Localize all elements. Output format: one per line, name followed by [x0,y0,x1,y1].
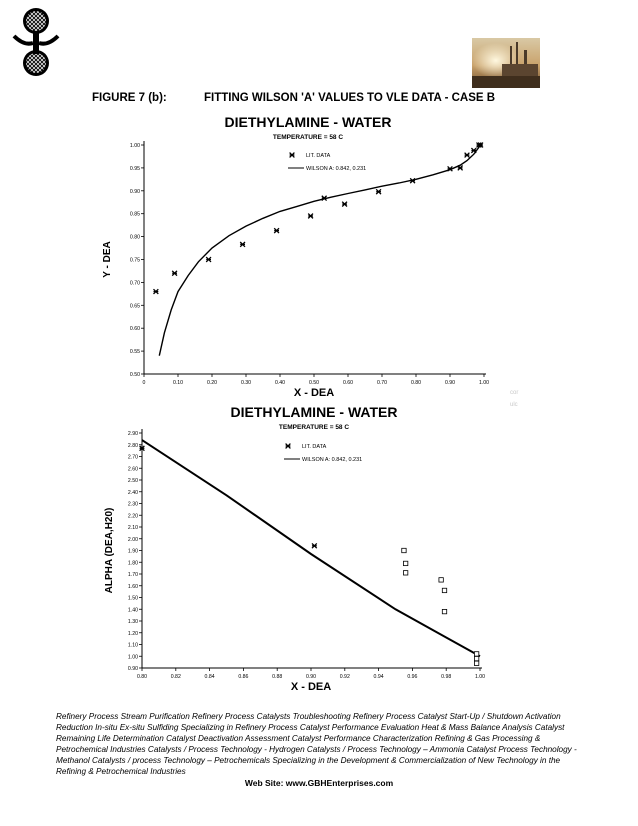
x-tick-label: 0.96 [407,674,418,680]
wilson-fit-line [159,145,480,356]
refinery-photo [472,38,540,88]
x-tick-label: 0.70 [376,380,388,386]
y-axis-label: ALPHA (DEA,H20) [104,507,115,594]
data-point [154,289,159,294]
x-tick-label: 0.90 [305,674,317,680]
y-tick-label: 0.90 [129,188,140,195]
legend-lit-data-marker [290,153,295,158]
data-point [410,178,415,183]
data-point [465,153,470,158]
x-tick-label: 0.20 [206,380,218,386]
y-tick-label: 0.55 [129,349,140,356]
open-square-point [474,652,478,656]
footer-services-text: Refinery Process Stream Purification Refinery Process Catalysts Troubleshooting Refinery Process Catalyst Start-Up / Shutdown Activation Reduction In-situ Ex-situ Sulfiding Specializing in Refinery Process Catalyst Performance Evaluation Heat & Mass Balance Analysis Catalyst Remaining Life Determination Catalyst Deactivation Assessment Catalyst Performance Characterization Refining & Gas Processing & Petrochemical Industries Catalysts / Process Technology - Hydrogen Catalysts / Process Technology – Ammonia Catalyst Process Technology - Methanol Catalysts / process Technology – Petrochemicals Specializing in the Development & Commercialization of New Technology in the Refining & Petrochemical Industries [56,712,577,776]
data-point [322,196,327,201]
open-square-point [403,561,407,565]
data-point [274,228,279,233]
stray-mark: ulc [510,402,518,408]
figure-caption: FITTING WILSON 'A' VALUES TO VLE DATA - CASE B [204,92,496,104]
alpha-chart [96,402,516,699]
x-tick-label: 1.00 [474,674,486,680]
y-tick-label: 2.00 [127,536,138,543]
x-tick-label: 0.40 [274,380,286,386]
data-point [206,257,211,262]
legend-wilson-label: WILSON A: 0.842, 0.231 [302,457,363,463]
y-tick-label: 0.80 [129,234,140,241]
x-tick-label: 0.94 [373,674,384,680]
open-square-point [442,588,446,592]
y-axis-label: Y - DEA [102,241,113,278]
x-tick-label: 0 [142,380,146,386]
x-tick-label: 0.50 [308,380,320,386]
y-tick-label: 1.10 [127,642,138,649]
chart-title: DIETHYLAMINE - WATER [230,404,398,420]
open-square-point [439,578,443,582]
x-tick-label: 0.80 [410,380,422,386]
data-point [448,166,453,171]
x-axis-label: X - DEA [293,387,335,399]
y-tick-label: 2.20 [127,513,138,520]
x-tick-label: 0.98 [441,674,452,680]
x-tick-label: 0.90 [444,380,456,386]
legend-lit-data-label: LIT. DATA [302,444,327,450]
website-link[interactable]: Web Site: www.GBHEnterprises.com [244,778,394,788]
y-tick-label: 0.90 [127,666,138,672]
data-point [240,242,245,247]
chart-subtitle: TEMPERATURE = 58 C [278,424,350,431]
y-tick-label: 2.80 [127,442,138,449]
y-tick-label: 0.65 [129,303,140,310]
data-point [458,166,463,171]
y-tick-label: 1.50 [127,595,138,602]
gbh-logo-icon [12,6,60,78]
x-tick-label: 0.84 [204,674,215,680]
x-tick-label: 0.92 [339,674,350,680]
data-point [471,148,476,153]
x-axis-label: X - DEA [290,681,332,693]
open-square-point [442,609,446,613]
legend-lit-data-label: LIT. DATA [306,153,331,159]
y-tick-label: 0.85 [129,211,140,218]
data-point [376,189,381,194]
y-tick-label: 1.00 [127,654,138,661]
y-tick-label: 2.60 [127,466,138,473]
y-tick-label: 1.90 [127,548,138,555]
wilson-fit-line [142,440,480,656]
legend-lit-data-marker [286,444,291,449]
figure-number: FIGURE 7 (b): [92,92,167,104]
x-tick-label: 0.88 [272,674,283,680]
open-square-point [403,571,407,575]
chart-title: DIETHYLAMINE - WATER [224,114,392,130]
y-tick-label: 2.10 [127,525,138,531]
x-tick-label: 0.10 [172,380,184,386]
open-square-point [474,656,478,660]
open-square-point [474,661,478,665]
y-tick-label: 0.50 [129,372,140,378]
y-tick-label: 2.90 [127,431,138,437]
x-tick-label: 0.86 [238,674,249,680]
y-tick-label: 1.30 [127,619,138,625]
data-point [308,214,313,219]
y-tick-label: 1.70 [127,572,138,578]
y-tick-label: 2.40 [127,489,138,496]
y-tick-label: 1.80 [127,560,138,567]
y-tick-label: 2.70 [127,454,138,461]
y-tick-label: 1.00 [129,143,140,149]
x-tick-label: 0.80 [136,674,148,680]
data-point [172,271,177,276]
figure-title [92,92,552,104]
y-tick-label: 1.40 [127,607,138,614]
open-square-point [402,548,406,552]
y-tick-label: 1.20 [127,630,138,637]
x-tick-label: 0.60 [342,380,354,386]
y-tick-label: 0.95 [129,165,140,172]
legend-wilson-label: WILSON A: 0.842, 0.231 [306,166,367,172]
x-tick-label: 0.82 [170,674,181,680]
data-point [312,543,317,548]
y-tick-label: 0.75 [129,257,140,264]
chart-subtitle: TEMPERATURE = 58 C [272,134,344,141]
data-point [342,202,347,207]
y-tick-label: 2.30 [127,501,138,508]
y-tick-label: 2.50 [127,478,138,484]
x-tick-label: 1.00 [478,380,490,386]
stray-mark: cor [510,390,519,396]
x-tick-label: 0.30 [240,380,252,386]
y-tick-label: 0.60 [129,326,140,333]
y-tick-label: 0.70 [129,280,140,287]
y-tick-label: 1.60 [127,583,138,590]
